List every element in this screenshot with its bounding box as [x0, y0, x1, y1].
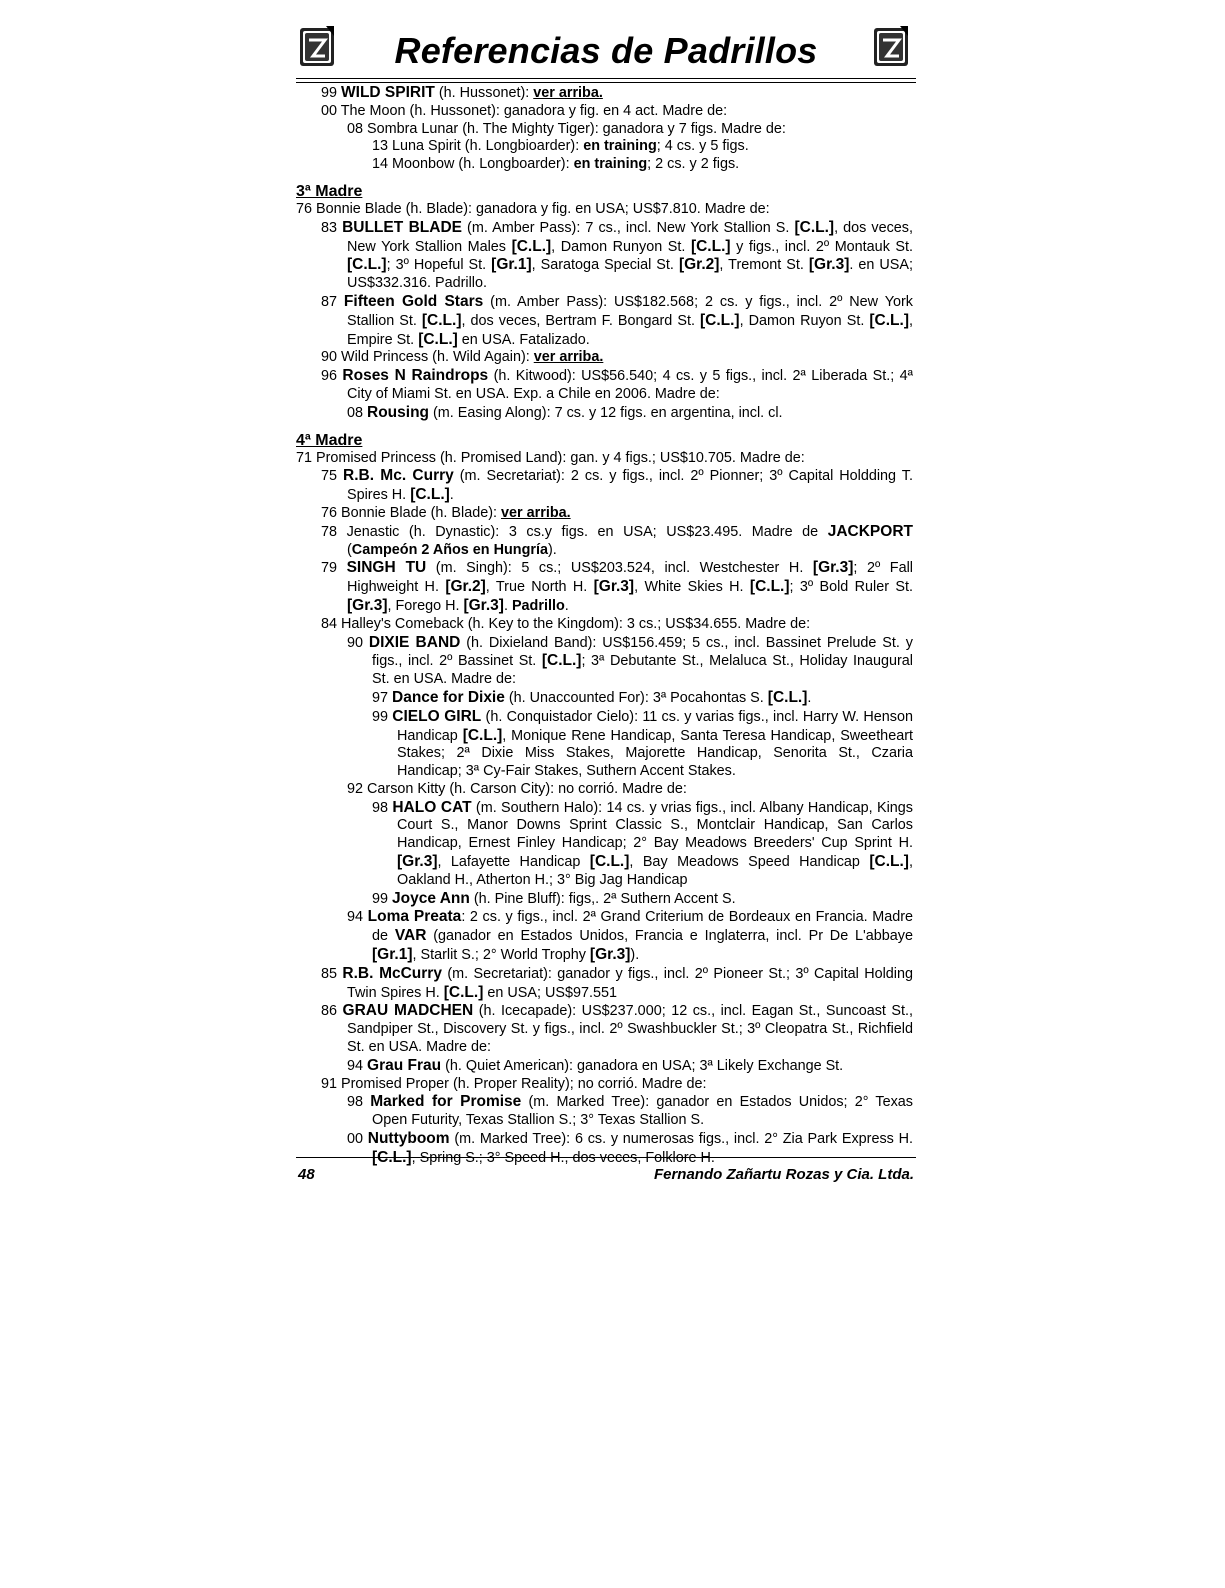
entry-text: .	[807, 689, 812, 706]
horse-name: SINGH TU	[346, 559, 427, 577]
entry-text: 79	[321, 560, 347, 577]
entry-text: 76 Bonnie Blade (h. Blade):	[321, 504, 502, 521]
pedigree-entry	[296, 616, 913, 634]
entry-text: (m. Marked Tree): 6 cs. y numerosas figs., incl. 2° Zia Park Express H.	[449, 1131, 913, 1148]
entry-text: ).	[630, 947, 640, 964]
entry-text: 83	[321, 219, 343, 236]
entry-text: en USA. Fatalizado.	[457, 331, 590, 348]
entry-text: (h. Dixieland Band): US$156.459; 5 cs., incl. Bassinet Prelude St. y figs., incl. 2º Bassinet St.	[372, 634, 913, 670]
entry-text: (m. Amber Pass): US$182.568; 2 cs. y figs., incl. 2º New York Stallion St.	[347, 293, 913, 329]
logo-icon	[870, 24, 912, 70]
pedigree-entry	[296, 908, 913, 964]
pedigree-entry	[296, 559, 913, 615]
horse-name: [C.L.]	[589, 853, 630, 871]
entry-text: (h. Kitwood): US$56.540; 4 cs. y 5 figs., incl. 2ª Liberada St.; 4ª City of Miami St. en USA. Exp. a Chile en 2006. Madre de:	[347, 368, 913, 402]
entry-text: en training	[583, 138, 657, 155]
entry-text: , True North H.	[485, 579, 594, 596]
entry-text: (m. Secretariat): 2 cs. y figs., incl. 2º Pionner; 3º Capital Holdding T. Spires H.	[347, 468, 913, 504]
horse-name: Grau Frau	[367, 1056, 442, 1074]
horse-name: [Gr.3]	[397, 853, 438, 871]
horse-name: GRAU MADCHEN	[342, 1002, 474, 1020]
entry-text: , Damon Ruyon St.	[739, 312, 870, 329]
horse-name: [Gr.3]	[463, 596, 504, 614]
entry-text: .	[564, 597, 569, 614]
entry-text: (	[347, 541, 352, 558]
pedigree-entry	[296, 781, 913, 799]
horse-name: [Gr.3]	[347, 596, 388, 614]
entry-text: , Damon Runyon St.	[551, 238, 691, 255]
entry-text: (h. Unaccounted For): 3ª Pocahontas S.	[504, 689, 768, 706]
horse-name: [C.L.]	[418, 330, 458, 348]
entry-text: Padrillo	[511, 597, 565, 614]
entry-text: ; 3º Hopeful St.	[386, 257, 492, 274]
entry-text: 14 Moonbow (h. Longboarder):	[372, 156, 574, 173]
entry-text: 78 Jenastic (h. Dynastic): 3 cs.y figs. en USA; US$23.495. Madre de	[321, 523, 828, 540]
horse-name: [C.L.]	[347, 256, 387, 274]
horse-name: [Gr.2]	[678, 256, 720, 274]
horse-name: Loma Preata	[367, 908, 462, 926]
pedigree-entry	[296, 1002, 913, 1056]
pedigree-entry	[296, 450, 913, 468]
document-page	[296, 20, 916, 1183]
entry-text: ; 3ª Debutante St., Melaluca St., Holiday Inaugural St. en USA. Madre de:	[372, 653, 913, 688]
entry-text: , Starlit S.; 2° World Trophy	[412, 947, 590, 964]
horse-name: [C.L.]	[869, 853, 909, 871]
pedigree-entry	[296, 201, 913, 219]
horse-name: [Gr.3]	[812, 559, 854, 577]
entry-text: 00 The Moon (h. Hussonet): ganadora y fig. en 4 act. Madre de:	[321, 102, 728, 119]
entry-text: ; 3º Bold Ruler St.	[789, 579, 913, 596]
pedigree-entry	[296, 689, 913, 708]
entry-text: 90	[347, 634, 369, 651]
entry-text: , Forego H.	[387, 597, 464, 614]
pedigree-entry	[296, 404, 913, 423]
horse-name: Rousing	[367, 403, 430, 421]
entry-text: ; 4 cs. y 5 figs.	[656, 138, 749, 155]
horse-name: JACKPORT	[827, 522, 913, 540]
entry-text: , dos veces, New York Stallion Males	[347, 219, 914, 255]
horse-name: Joyce Ann	[392, 889, 470, 907]
publisher-name: Fernando Zañartu Rozas y Cia. Ltda.	[653, 1166, 914, 1183]
entry-text: (m. Amber Pass): 7 cs., incl. New York Stallion S.	[461, 219, 795, 236]
horse-name: Roses N Raindrops	[342, 367, 489, 385]
entry-text: 13 Luna Spirit (h. Longbioarder):	[372, 138, 584, 155]
entry-text: (m. Secretariat): ganador y figs., incl. 2º Pioneer St.; 3º Capital Holding Twin Spires H.	[347, 965, 913, 1001]
entry-text: 97	[372, 689, 393, 706]
section-heading: 4ª Madre	[296, 431, 363, 449]
entry-text: 99	[372, 708, 393, 725]
horse-name: [C.L.]	[869, 311, 909, 329]
entry-text: (m. Easing Along): 7 cs. y 12 figs. en argentina, incl. cl.	[429, 404, 783, 421]
entry-text: en USA; US$97.551	[483, 984, 617, 1001]
horse-name: Marked for Promise	[370, 1093, 522, 1111]
pedigree-entry	[296, 1130, 913, 1168]
horse-name: [C.L.]	[462, 726, 503, 744]
entry-text: 98	[347, 1094, 371, 1111]
entry-text: (h. Hussonet):	[434, 85, 534, 101]
entry-text: .	[449, 487, 454, 504]
entry-text: , Lafayette Handicap	[437, 854, 590, 871]
entry-text: (h. Conquistador Cielo): 11 cs. y varias figs., incl. Harry W. Henson Handicap	[397, 708, 913, 744]
entry-text: 85	[321, 965, 343, 982]
entry-text: , Spring S.; 3° Speed H., dos veces, Folklore H.	[411, 1149, 715, 1166]
entry-text: (m. Marked Tree): ganador en Estados Unidos; 2° Texas Open Futurity, Texas Stallion S.; 3° Texas Stallion S.	[372, 1094, 913, 1129]
footer-rule	[296, 1157, 916, 1158]
entry-text: y figs., incl. 2º Montauk St.	[730, 238, 914, 255]
horse-name: Nuttyboom	[367, 1130, 450, 1148]
horse-name: Dance for Dixie	[392, 688, 505, 706]
entry-text: , Tremont St.	[719, 257, 809, 274]
cross-reference: ver arriba.	[533, 349, 604, 366]
horse-name: VAR	[394, 927, 427, 945]
horse-name: WILD SPIRIT	[341, 84, 435, 101]
entry-text: 90 Wild Princess (h. Wild Again):	[321, 349, 534, 366]
horse-name: [Gr.3]	[808, 256, 850, 274]
horse-name: [Gr.2]	[445, 578, 486, 596]
entry-text: Campeón 2 Años en Hungría	[351, 541, 548, 558]
entry-text: , White Skies H.	[634, 579, 750, 596]
entry-text: .	[503, 597, 512, 614]
entry-text: 86	[321, 1003, 343, 1020]
horse-name: [C.L.]	[421, 311, 462, 329]
entry-text: , Monique Rene Handicap, Santa Teresa Handicap, Sweetheart Stakes; 2ª Dixie Miss Stakes, Majorette Handicap, Senorita St., Czaria Handicap; 3ª Cy-Fair Stakes, Suthern Accent Stakes.	[397, 727, 913, 780]
horse-name: [C.L.]	[511, 237, 552, 255]
pedigree-entry	[296, 219, 913, 293]
entry-text: , dos veces, Bertram F. Bongard St.	[461, 312, 700, 329]
entry-text: en training	[573, 156, 648, 173]
pedigree-entry	[296, 799, 913, 890]
pedigree-entry	[296, 293, 913, 349]
pedigree-entry	[296, 156, 913, 174]
pedigree-entry	[296, 367, 913, 404]
horse-name: BULLET BLADE	[342, 218, 462, 236]
entry-text: 92 Carson Kitty (h. Carson City): no corrió. Madre de:	[347, 780, 687, 797]
entry-text: 94	[347, 909, 368, 926]
horse-name: CIELO GIRL	[392, 707, 482, 725]
entry-text: (m. Singh): 5 cs.; US$203.524, incl. Westchester H.	[426, 560, 813, 577]
entry-text: , Bay Meadows Speed Handicap	[629, 854, 870, 871]
horse-name: [C.L.]	[410, 486, 450, 504]
entry-text: 76 Bonnie Blade (h. Blade): ganadora y fig. en USA; US$7.810. Madre de:	[296, 200, 770, 217]
entry-text: ; 2º Fall Highweight H.	[347, 560, 913, 596]
horse-name: [C.L.]	[700, 311, 740, 329]
pedigree-entry	[296, 103, 913, 121]
pedigree-entry	[296, 1076, 913, 1094]
horse-name: Fifteen Gold Stars	[343, 292, 484, 310]
pedigree-entry	[296, 708, 913, 781]
horse-name: [C.L.]	[443, 983, 484, 1001]
pedigree-entry	[296, 1093, 913, 1130]
horse-name: [Gr.3]	[589, 946, 631, 964]
horse-name: DIXIE BAND	[368, 633, 461, 651]
pedigree-entry	[296, 138, 913, 156]
header-rule	[296, 82, 916, 83]
page-number: 48	[298, 1166, 315, 1183]
entry-text: (ganador en Estados Unidos, Francia e Inglaterra, incl. Pr De L'abbaye	[426, 928, 913, 945]
entry-text: (h. Icecapade): US$237.000; 12 cs., incl. Eagan St., Suncoast St., Sandpiper St., Discovery St. y figs., incl. 2º Swashbuckler St.; 3º Cleopatra St., Richfield St. en USA. Madre de:	[347, 1003, 913, 1056]
horse-name: [Gr.1]	[491, 256, 532, 274]
entry-text: 71 Promised Princess (h. Promised Land): gan. y 4 figs.; US$10.705. Madre de:	[296, 449, 805, 466]
pedigree-entry	[296, 121, 913, 139]
entry-text: 75	[321, 468, 343, 485]
entry-text: (h. Pine Bluff): figs,. 2ª Suthern Accent S.	[469, 890, 736, 907]
entry-text: (h. Quiet American): ganadora en USA; 3ª Likely Exchange St.	[441, 1057, 844, 1074]
entry-text: 96	[321, 368, 343, 385]
entry-text: , Empire St.	[347, 312, 913, 348]
entry-text: 91 Promised Proper (h. Proper Reality); no corrió. Madre de:	[321, 1075, 707, 1092]
pedigree-entry	[296, 505, 913, 523]
pedigree-entry	[296, 890, 913, 909]
entry-text: 99	[372, 890, 393, 907]
entry-text: 08 Sombra Lunar (h. The Mighty Tiger): ganadora y 7 figs. Madre de:	[347, 120, 786, 137]
horse-name: [C.L.]	[372, 1148, 412, 1166]
pedigree-entry	[296, 467, 913, 505]
horse-name: HALO CAT	[392, 798, 472, 816]
horse-name: [C.L.]	[690, 237, 731, 255]
page-header	[296, 20, 916, 80]
entry-text: 94	[347, 1057, 368, 1074]
pedigree-entry	[296, 349, 913, 367]
page-title: Referencias de Padrillos	[394, 30, 818, 71]
horse-name: [C.L.]	[541, 652, 582, 670]
pedigree-entry	[296, 634, 913, 689]
entry-text: 00	[347, 1131, 368, 1148]
entry-text: 98	[372, 799, 393, 816]
entry-text: ; 2 cs. y 2 figs.	[647, 156, 740, 173]
entry-text: . en USA; US$332.316. Padrillo.	[347, 257, 913, 292]
cross-reference: ver arriba.	[501, 504, 571, 521]
entry-text: 84 Halley's Comeback (h. Key to the Kingdom): 3 cs.; US$34.655. Madre de:	[321, 615, 811, 632]
horse-name: [C.L.]	[749, 578, 790, 596]
cross-reference: ver arriba.	[533, 85, 603, 101]
header-rule	[296, 78, 916, 79]
horse-name: R.B. Mc. Curry	[343, 467, 454, 485]
horse-name: [C.L.]	[794, 218, 835, 236]
entry-text: : 2 cs. y figs., incl. 2ª Grand Criterium de Bordeaux en Francia. Madre de	[372, 909, 914, 945]
entry-text: 99	[321, 85, 342, 101]
pedigree-entry	[296, 84, 913, 103]
entry-text: , Saratoga Special St.	[531, 257, 679, 274]
entry-text: ).	[547, 541, 557, 558]
entry-text: 87	[321, 293, 344, 310]
entry-text: 08	[347, 404, 368, 421]
entry-text: (m. Southern Halo): 14 cs. y vrias figs., incl. Albany Handicap, Kings Court S., Manor Downs Sprint Classic S., Montclair Handicap, San Carlos Handicap, Ernest Finley Handicap; 2° Bay Meadows Breeders' Cup Sprint H.	[397, 799, 913, 852]
pedigree-entry	[296, 965, 913, 1003]
pedigree-content	[296, 84, 913, 1168]
pedigree-entry	[296, 1057, 913, 1076]
horse-name: [Gr.1]	[372, 946, 413, 964]
horse-name: R.B. McCurry	[342, 964, 442, 982]
section-heading: 3ª Madre	[296, 182, 363, 200]
horse-name: [Gr.3]	[593, 578, 635, 596]
pedigree-entry	[296, 523, 913, 560]
horse-name: [C.L.]	[767, 688, 808, 706]
entry-text: , Oakland H., Atherton H.; 3° Big Jag Handicap	[397, 854, 913, 888]
